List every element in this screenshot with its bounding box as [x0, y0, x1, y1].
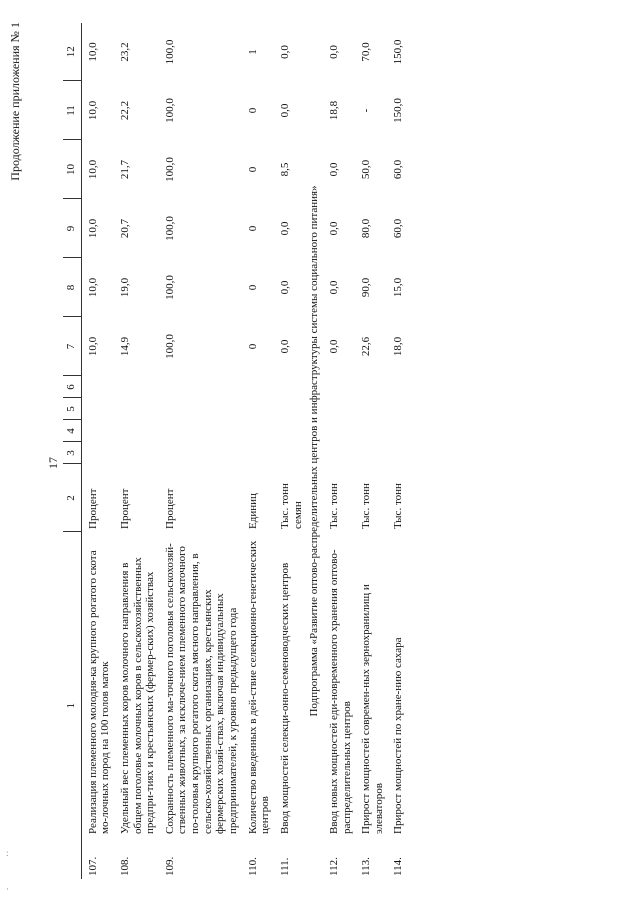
- value-cell: 10,0: [86, 100, 99, 121]
- value-cell: 60,0: [392, 218, 405, 239]
- value-cell: 0: [246, 107, 259, 114]
- page-number: 17: [46, 457, 60, 469]
- subprogram-row: [306, 23, 323, 879]
- value-cell: 0,0: [278, 221, 291, 236]
- value-cell: [323, 398, 355, 420]
- value-cell: [159, 420, 242, 442]
- header-cell: 1: [63, 532, 81, 879]
- value-cell: 0: [246, 343, 259, 350]
- value-cell: [274, 442, 306, 464]
- value-cell: 0,0: [327, 221, 340, 236]
- unit-cell: Тыс. тонн семян: [278, 483, 304, 529]
- value-cell: [159, 398, 242, 420]
- value-cell: 100,0: [163, 275, 176, 300]
- value-cell: 0,0: [278, 280, 291, 295]
- value-cell: 10,0: [86, 277, 99, 298]
- value-cell: 15,0: [392, 277, 405, 298]
- table-row: [81, 23, 114, 879]
- row-number: 109.: [163, 856, 176, 876]
- table-row: [355, 23, 387, 879]
- value-cell: 20,7: [118, 218, 131, 239]
- value-cell: 18,0: [392, 336, 405, 357]
- value-cell: [114, 376, 159, 398]
- value-cell: [387, 398, 407, 420]
- value-cell: [114, 398, 159, 420]
- header-cell: 8: [63, 258, 81, 317]
- header-row: [63, 23, 81, 879]
- table-row: [159, 23, 242, 879]
- value-cell: [81, 420, 114, 442]
- value-cell: 100,0: [163, 157, 176, 182]
- value-cell: 22,6: [360, 336, 373, 357]
- header-cell: 7: [63, 317, 81, 376]
- value-cell: 100,0: [163, 98, 176, 123]
- table-row: [323, 23, 355, 879]
- value-cell: 100,0: [163, 216, 176, 241]
- value-cell: 150,0: [392, 98, 405, 123]
- table-row: [114, 23, 159, 879]
- value-cell: 0,0: [278, 339, 291, 354]
- value-cell: [81, 376, 114, 398]
- value-cell: 90,0: [360, 277, 373, 298]
- value-cell: 0,0: [327, 45, 340, 59]
- value-cell: 1: [246, 49, 259, 55]
- value-cell: -: [360, 108, 373, 113]
- unit-cell: Процент: [118, 488, 131, 529]
- value-cell: 100,0: [163, 39, 176, 65]
- value-cell: [242, 398, 274, 420]
- indicator-name: Ввод новых мощностей еди-новременного хранения оптово-распределительных центров: [327, 549, 353, 834]
- unit-cell: Единиц: [246, 493, 259, 529]
- value-cell: [387, 376, 407, 398]
- unit-cell: Тыс. тонн: [392, 483, 405, 529]
- value-cell: 18,8: [327, 100, 340, 121]
- value-cell: [387, 420, 407, 442]
- scan-mark: :: [6, 848, 9, 858]
- header-cell: 10: [63, 140, 81, 199]
- indicator-name: Прирост мощностей современ-ных зернохранилищ и элеваторов: [360, 584, 385, 834]
- value-cell: [355, 376, 387, 398]
- value-cell: [323, 420, 355, 442]
- scan-mark: ·: [6, 884, 9, 894]
- value-cell: 10,0: [86, 42, 99, 62]
- value-cell: 21,7: [118, 159, 131, 180]
- row-number: 112.: [327, 857, 340, 876]
- value-cell: 10,0: [86, 336, 99, 357]
- header-cell: 6: [63, 376, 81, 398]
- value-cell: 14,9: [118, 336, 131, 357]
- row-number: 108.: [118, 856, 131, 876]
- unit-cell: Тыс. тонн: [360, 483, 373, 529]
- row-number: 110.: [246, 857, 259, 876]
- value-cell: 0,0: [327, 280, 340, 295]
- unit-cell: Процент: [163, 488, 176, 529]
- value-cell: [274, 376, 306, 398]
- value-cell: [242, 420, 274, 442]
- indicator-name: Реализация племенного молодня-ка крупного рогатого скота мо-лочных пород на 100 голов маток: [86, 550, 112, 834]
- indicator-name: Ввод мощностей селекци-онно-семеноводческих центров: [278, 562, 291, 834]
- value-cell: [355, 420, 387, 442]
- value-cell: 10,0: [86, 159, 99, 180]
- value-cell: [159, 442, 242, 464]
- value-cell: 70,0: [360, 42, 373, 62]
- unit-cell: Процент: [86, 488, 99, 529]
- value-cell: [242, 376, 274, 398]
- value-cell: [114, 442, 159, 464]
- indicator-name: Количество введенных в дей-ствие селекционно-генетических центров: [246, 540, 272, 834]
- continued-label: Продолжение приложения № 1: [8, 22, 22, 181]
- indicator-name: Удельный вес племенных коров молочного направления в общем поголовье молочных коров в сельскохозяйственных предпри-тиях и крестьянских (фермер-ских) хозяйствах: [118, 557, 157, 834]
- table-row: [274, 23, 306, 879]
- unit-cell: Тыс. тонн: [327, 483, 340, 529]
- indicator-name: Прирост мощностей по хране-нию сахара: [392, 637, 405, 834]
- value-cell: 0,0: [278, 45, 291, 59]
- header-cell: 2: [63, 464, 81, 532]
- value-cell: 23,2: [118, 42, 131, 62]
- row-number: 111.: [278, 857, 291, 876]
- header-cell: 12: [63, 23, 81, 81]
- value-cell: [81, 398, 114, 420]
- header-cell: 5: [63, 398, 81, 420]
- subprogram-title: Подпрограмма «Развитие оптово-распределительных центров и инфраструктуры системы социального питания»: [308, 185, 321, 717]
- value-cell: [323, 442, 355, 464]
- row-number: 114.: [392, 857, 405, 876]
- value-cell: [355, 398, 387, 420]
- value-cell: 22,2: [118, 100, 131, 121]
- row-number: 113.: [360, 857, 373, 876]
- header-cell: 11: [63, 81, 81, 140]
- indicators-table: [63, 23, 407, 879]
- value-cell: 80,0: [360, 218, 373, 239]
- value-cell: 100,0: [163, 334, 176, 359]
- header-cell: 4: [63, 420, 81, 442]
- value-cell: 19,0: [118, 277, 131, 298]
- value-cell: 0: [246, 166, 259, 173]
- value-cell: [274, 398, 306, 420]
- table-row: [387, 23, 407, 879]
- value-cell: [81, 442, 114, 464]
- header-cell: 3: [63, 442, 81, 464]
- value-cell: [159, 376, 242, 398]
- value-cell: [114, 420, 159, 442]
- value-cell: [242, 442, 274, 464]
- value-cell: 50,0: [360, 159, 373, 180]
- value-cell: 8,5: [278, 162, 291, 177]
- value-cell: [387, 442, 407, 464]
- table-row: [242, 23, 274, 879]
- value-cell: 0: [246, 225, 259, 232]
- row-number: 107.: [86, 856, 99, 876]
- indicator-name: Сохранность племенного ма-точного поголовья сельскохозяй-ственных животных, за исключе-нием племенного маточного по-головья крупного рогатого скота мясного направления, в сельско-хозяйственных организациях, крестьянских фермерских хозяй-ствах, включая индивидуальных предпринимателей, к уровню предыдущего года: [163, 543, 240, 834]
- header-cell: 9: [63, 199, 81, 258]
- value-cell: 0,0: [327, 339, 340, 354]
- value-cell: 10,0: [86, 218, 99, 239]
- value-cell: [274, 420, 306, 442]
- value-cell: [355, 442, 387, 464]
- value-cell: [323, 376, 355, 398]
- value-cell: 60,0: [392, 159, 405, 180]
- value-cell: 0,0: [278, 103, 291, 118]
- value-cell: 0,0: [327, 162, 340, 177]
- value-cell: 0: [246, 284, 259, 291]
- value-cell: 150,0: [392, 39, 405, 65]
